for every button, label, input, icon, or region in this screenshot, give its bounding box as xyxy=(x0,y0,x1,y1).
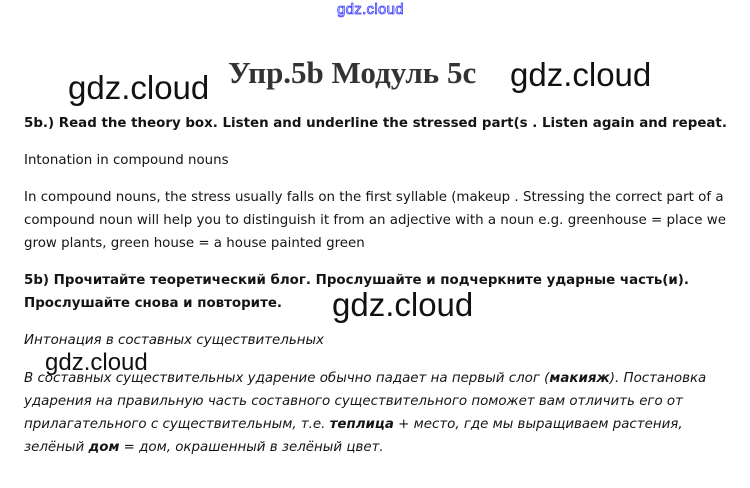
ru-subtitle: Интонация в составных существительных xyxy=(24,333,324,348)
ru-line-4-emphasis: дом xyxy=(88,440,120,455)
watermark-lower: gdz.cloud xyxy=(45,349,148,376)
ru-paragraph-line-2: ударения на правильную часть составного существительного поможет вам отличить его от xyxy=(24,394,683,409)
watermark-top: gdz.cloud xyxy=(337,1,404,18)
ru-task-line-2: Прослушайте снова и повторите. xyxy=(24,296,282,311)
en-paragraph-line-1: In compound nouns, the stress usually falls on the first syllable (makeup . Stressing the correct part of a xyxy=(24,190,724,205)
watermark-middle: gdz.cloud xyxy=(332,286,474,323)
ru-line-3-emphasis: теплица xyxy=(329,417,394,432)
en-subtitle: Intonation in compound nouns xyxy=(24,153,229,168)
ru-line-4-text-c: = дом, окрашенный в зелёный цвет. xyxy=(119,440,384,455)
ru-line-3-text-a: прилагательного с существительным, т.е. xyxy=(24,417,330,432)
ru-line-1-emphasis: макияж xyxy=(549,371,610,386)
ru-paragraph-line-4 xyxy=(24,440,384,455)
en-task: 5b.) Read the theory box. Listen and underline the stressed part(s . Listen again and repeat. xyxy=(24,116,727,131)
ru-task-line-1: 5b) Прочитайте теоретический блог. Прослушайте и подчеркните ударные часть(и). xyxy=(24,273,690,288)
ru-line-3-text-c: + место, где мы выращиваем растения, xyxy=(393,417,683,432)
page-title: Упр.5b Модуль 5c xyxy=(228,55,477,90)
ru-line-1-text-c: ). Постановка xyxy=(609,371,707,386)
ru-line-4-text-a: зелёный xyxy=(24,440,89,455)
en-paragraph-line-2: compound noun will help you to distinguish it from an adjective with a noun e.g. greenhouse = place we xyxy=(24,213,726,228)
ru-paragraph-line-1 xyxy=(24,371,706,386)
en-paragraph-line-3: grow plants, green house = a house painted green xyxy=(24,236,365,251)
ru-line-1-text-a: В составных существительных ударение обычно падает на первый слог ( xyxy=(24,371,550,386)
watermark-left: gdz.cloud xyxy=(68,69,210,106)
watermark-right: gdz.cloud xyxy=(510,56,652,93)
ru-paragraph-line-3 xyxy=(24,417,683,432)
